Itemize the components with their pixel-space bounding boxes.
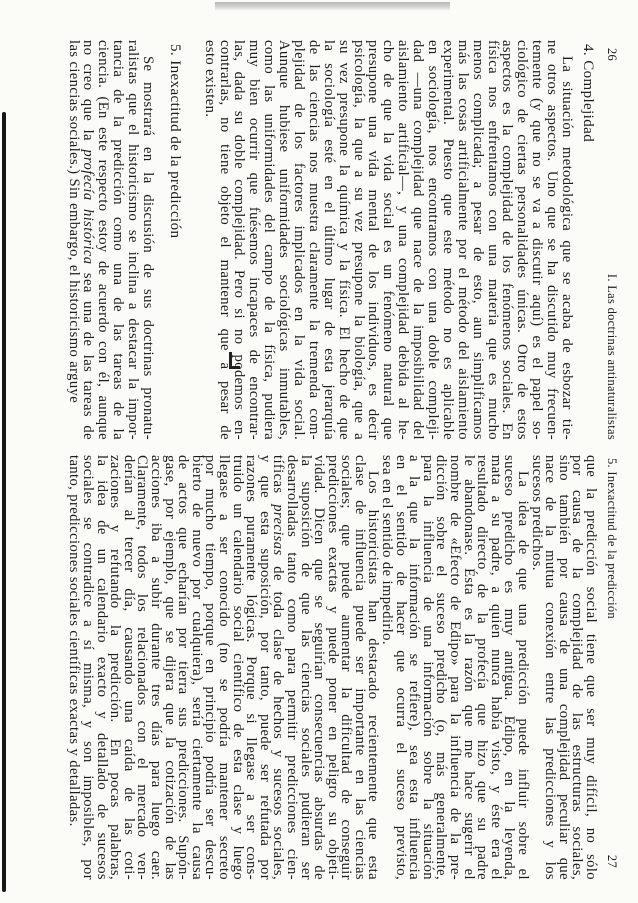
paragraph: [529, 455, 597, 880]
text-line: la suposición de que las ciencias sociales pudieran ser: [297, 455, 314, 880]
text-line: como las uniformidades del campo de la física, pudiera: [261, 40, 278, 440]
text-line: plejidad de los factores implicados en la vida social.: [290, 40, 307, 440]
text-line: sociales se contradice a sí misma, y son imposibles, por: [80, 455, 97, 880]
paragraph: [202, 40, 574, 440]
text-line: bierto de nuevo por cualquiera), sería ciertamente la causa: [188, 455, 205, 880]
running-head-title: 5. Inexactitud de la predicción: [605, 458, 619, 619]
text-line: La idea de que una predicción puede influir sobre el: [515, 471, 532, 880]
text-line: en el sentido de hacer que ocurra el suceso previsto,: [392, 455, 409, 880]
text-line: para la influencia de una información sobre la situación: [419, 455, 436, 880]
text-line: resultado directo de la profecía que hizo que su padre: [474, 455, 491, 880]
paragraph: [380, 455, 530, 880]
text-line: sociales; que puede aumentar la dificultad de conseguir: [338, 455, 355, 880]
text-line: presupone una vida mental de los individuos, es decir: [365, 40, 382, 440]
running-head-title: I. Las doctrinas antinaturalistas: [605, 273, 619, 440]
text-line: menos complicada; a pesar de esto, aun simplificamos: [469, 40, 486, 440]
text-line: por causa de la complejidad de las estructuras sociales,: [569, 455, 586, 880]
text-line: ciencia. (En este respecto estoy de acuerdo con él, aunque: [95, 40, 112, 440]
text-line: y que esta suposición, por tanto, puede ser refutada por: [256, 455, 273, 880]
text-line: sea en el sentido de impedirlo.: [379, 455, 396, 645]
text-line: ralistas que el historicismo se inclina a destacar la impor-: [125, 40, 142, 440]
text-line: esto existen.: [201, 40, 218, 118]
text-line: dicción sobre el suceso predicho (o, más generalmente,: [433, 455, 450, 880]
text-line: que la predicción social tiene que ser muy difícil, no sólo: [583, 455, 599, 880]
text-line: razones puramente lógicas. Porque si llegase a ser cons-: [243, 455, 260, 880]
italic-phrase: profecía histórica: [80, 149, 97, 265]
text-line: derían al tercer día, causando una caída de las coti-: [120, 455, 137, 880]
text-line: en sociología, nos encontramos con una doble compleji-: [424, 40, 441, 440]
text-line: muy bien ocurrir que fuésemos incapaces de encontrar-: [246, 40, 263, 440]
text-line: contrarlas, no tiene objeto el mantener que a pesar de: [216, 40, 233, 440]
text-line: le abandonase. Ésta es la razón que me hace sugerir el: [460, 455, 477, 880]
italic-phrase: precisas: [270, 504, 287, 556]
text-line: dad —una complejidad que nace de la imposibilidad del: [410, 40, 427, 440]
text-line: zaciones y refutando la predicción. En pocas palabras,: [107, 455, 124, 880]
text-line: las ciencias sociales.) Sin embargo, el historicismo arguye: [65, 40, 82, 404]
paragraph: [66, 40, 155, 440]
page-number: 26: [605, 48, 619, 62]
text-line: cho de que la vida social es un fenómeno natural que: [380, 40, 397, 440]
text-line: de actos que echarían por tierra sus predicciones. Supón-: [175, 455, 192, 880]
left-page: [0, 40, 638, 440]
text-line: suceso predicho es muy antigua. Edipo, en la leyenda,: [501, 455, 518, 880]
text-line: acciones iba a subir durante tres días para luego caer.: [148, 455, 164, 880]
text-line: aspectos es la complejidad de los fenómenos sociales. En: [499, 40, 516, 440]
text-line: temente (y que no se va a discutir aquí) es el papel so-: [529, 40, 546, 440]
running-header: [604, 455, 620, 880]
text-line: su vez presupone la química y la física. El hecho de que: [335, 40, 352, 440]
text-line: nombre de «Efecto de Edipo» para la influencia de la pre-: [447, 455, 464, 880]
text-line: de las ciencias nos muestra claramente la tremenda com-: [305, 40, 322, 440]
text-line: llegase a ser conocido (no se podría mantener secreto: [215, 455, 232, 880]
text-line: vidad. Dicen que se seguirían consecuencias absurdas de: [311, 455, 328, 880]
text-line: nace de la mutua conexión entre las predicciones y los: [542, 455, 559, 880]
text-line: sucesos predichos.: [528, 455, 545, 571]
text-line: no creo que la profecía histórica sea una de las tareas de: [80, 40, 97, 440]
text-line: Se mostrará en la discusión de sus doctrinas pronatu-: [140, 56, 156, 440]
text-line: sino también por causa de una complejidad peculiar que: [555, 455, 572, 880]
text-line: la idea de un calendario exacto y detallado de sucesos: [93, 455, 110, 880]
text-line: Aunque hubiese uniformidades sociológicas inmutables,: [276, 40, 293, 440]
page-body: [67, 455, 597, 880]
text-line: Claramente, todos los relacionados con el mercado ven-: [134, 455, 151, 880]
paragraph: [67, 455, 380, 880]
text-line: predicciones exactas y puede poner en peligro su objeti-: [324, 455, 341, 880]
text-line: tancia de la predicción como una de las tareas de la: [110, 40, 127, 440]
text-line: experimental. Puesto que este método no es aplicable: [439, 40, 456, 440]
text-line: Los historicistas han destacado recientemente que esta: [365, 471, 382, 880]
section-body: [202, 40, 574, 440]
text-line: desarrolladas tanto como para permitir predicciones cien-: [283, 455, 300, 880]
text-line: a la que la información se refiere), sea esta influencia: [406, 455, 423, 880]
text-line: más las cosas artificialmente por el método del aislamiento: [454, 40, 471, 440]
text-line: por mucho tiempo, porque en principio podría ser descu-: [202, 455, 219, 880]
section-body: [66, 40, 155, 440]
text-line: gase, por ejemplo, que se dijera que la cotización de las: [161, 455, 178, 880]
text-line: aislamiento artificial—, y una complejidad debida al he-: [395, 40, 412, 440]
text-line: ciológico de ciertas personalidades únicas. Otro de estos: [514, 40, 531, 440]
text-line: truido un calendario social científico de esta clase y luego: [229, 455, 246, 880]
text-line: física nos enfrentamos con una materia que es mucho: [484, 40, 501, 440]
section-heading: 5. Inexactitud de la predicción: [167, 44, 183, 239]
text-line: La situación metodológica que se acaba de esbozar tie-: [559, 56, 575, 440]
text-line: las, dada su doble complejidad. Pero si no podemos en-: [231, 40, 248, 440]
page-number: 27: [605, 854, 619, 868]
text-line: clase de influencia puede ser importante en las ciencias: [351, 455, 368, 880]
text-line: psicología, la que a su vez presupone la biología, que a: [350, 40, 367, 440]
text-line: tíficas precisas de toda clase de hechos y sucesos sociales,: [270, 455, 287, 880]
text-line: la sociología esté en el último lugar de esta jerarquía: [320, 40, 337, 440]
section-heading: 4. Complejidad: [580, 44, 596, 143]
text-line: mata a su padre, a quien nunca había visto, y éste era el: [487, 455, 504, 880]
text-line: ne otros aspectos. Uno que se ha discutido muy frecuen-: [544, 40, 561, 440]
running-header: [604, 40, 620, 440]
text-line: tanto, predicciones sociales científicas exactas y detalladas.: [66, 455, 83, 827]
right-page: [0, 455, 638, 880]
